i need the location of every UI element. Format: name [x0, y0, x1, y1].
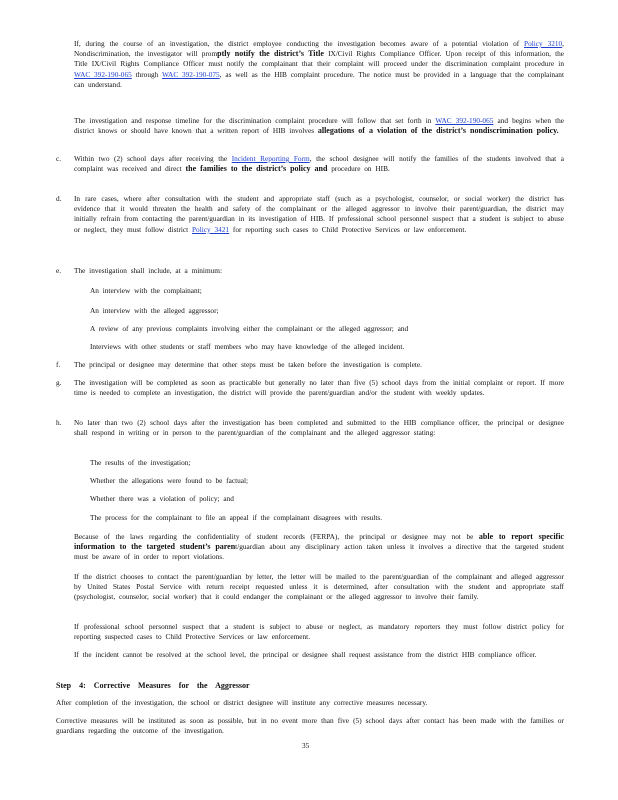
paragraph-title-ix-notification: [74, 39, 564, 90]
list-item: An interview with the alleged aggressor;: [90, 306, 219, 315]
text: Within two (2) school days after receiving the: [74, 154, 232, 163]
list-item: The process for the complainant to file an appeal if the complainant disagrees with results.: [90, 513, 383, 522]
text: through: [131, 69, 162, 79]
item-label-h: h.: [56, 418, 62, 427]
paragraph-ferpa: [74, 532, 564, 563]
text: The investigation and response timeline for the discrimination complaint procedure will follow that set forth in: [74, 116, 436, 125]
text: In rare cases, where after consultation with the student and appropriate staff (such as a psychologist, counselor, or social worker) the district has evidence that it would threaten the health and safety of the complainant or the alleged aggressor to involve their parent/guardian, the district may initially refrain from contacting the parent/guardian in its investigation of HIB. If professional school personnel suspect that a student is subject to abuse or neglect, they must follow district: [74, 194, 564, 234]
step-4-paragraph-1: After completion of the investigation, the school or district designee will institute any corrective measures necessary.: [56, 698, 428, 707]
item-label-f: f.: [56, 360, 61, 369]
bold-text: allegations of a violation of the district’s nondiscrimination policy.: [317, 126, 559, 136]
item-label-e: e.: [56, 266, 62, 275]
item-c: [74, 154, 564, 174]
item-e-intro: The investigation shall include, at a minimum:: [74, 266, 222, 275]
paragraph-unresolved: If the incident cannot be resolved at the school level, the principal or designee shall request assistance from the district HIB compliance officer.: [74, 650, 537, 659]
wac-065-link[interactable]: WAC 392-190-065: [435, 116, 494, 125]
text: procedure on HIB.: [327, 164, 390, 174]
text: , the school designee will notify the families of the students involved that a complaint was received and direct: [74, 154, 564, 174]
item-f: The principal or designee may determine that other steps must be taken before the investigation is complete.: [74, 360, 422, 369]
paragraph-letter: If the district chooses to contact the parent/guardian by letter, the letter will be mailed to the parent/guardian of the complainant and alleged aggressor by United States Postal Service with return receipt requested unless it is determined, after consultation with the student and appropriate staff (psychologist, counselor, social worker) that it could endanger the complainant or the alleged aggressor to involve their family.: [74, 572, 564, 602]
wac-065-link[interactable]: WAC 392-190-065: [74, 69, 132, 79]
list-item: Whether the allegations were found to be factual;: [90, 476, 249, 485]
text: Because of the laws regarding the confidentiality of student records (FERPA), the principal or designee may not be: [74, 532, 479, 541]
bold-text: ptly notify the district’s Title: [217, 49, 324, 59]
list-item: A review of any previous complaints involving either the complainant or the alleged aggressor; and: [90, 324, 409, 333]
item-g: The investigation will be completed as soon as practicable but generally no later than five (5) school days from the initial complaint or report. If more time is needed to complete an investigation, the district will provide the parent/guardian and/or the student with weekly updates.: [74, 378, 564, 398]
text: and begins when the district knows or should have known that a written report of HIB involves: [74, 116, 564, 136]
paragraph-response-timeline: [74, 116, 564, 136]
item-label-c: c.: [56, 154, 62, 163]
text: IX/Civil Rights Compliance Officer. Upon receipt of this information, the Title IX/Civil Rights Compliance Officer must notify the complainant that their complaint will proceed under the discrimination complaint procedure in: [74, 49, 564, 69]
list-item: Whether there was a violation of policy; and: [90, 494, 234, 503]
policy-3421-link[interactable]: Policy 3421: [192, 224, 230, 234]
incident-reporting-form-link[interactable]: Incident Reporting Form: [231, 154, 310, 163]
wac-075-link[interactable]: WAC 392-190-075: [161, 69, 220, 79]
item-label-g: g.: [56, 378, 62, 387]
text: If, during the course of an investigation, the district employee conducting the investigation becomes aware of a potential violation of: [74, 39, 525, 48]
step-4-heading: Step 4: Corrective Measures for the Aggressor: [56, 681, 250, 690]
text: , as well as the HIB complaint procedure. The notice must be provided in a language that the complainant can understand.: [74, 69, 564, 89]
list-item: The results of the investigation;: [90, 458, 191, 467]
paragraph-abuse-reporting: If professional school personnel suspect that a student is subject to abuse or neglect, as mandatory reporters they must follow district policy for reporting suspected cases to Child Protective Services or law enforcement.: [74, 622, 564, 642]
text: , Nondiscrimination, the investigator will prom: [74, 39, 564, 59]
item-label-d: d.: [56, 194, 62, 203]
text: for reporting such cases to Child Protective Services or law enforcement.: [229, 224, 467, 234]
bold-text: able to report specific information to the targeted student’s paren: [74, 532, 564, 552]
list-item: Interviews with other students or staff members who may have knowledge of the alleged incident.: [90, 342, 405, 351]
policy-3210-link[interactable]: Policy 3210: [524, 39, 563, 48]
item-h: No later than two (2) school days after the investigation has been completed and submitted to the HIB compliance officer, the principal or designee shall respond in writing or in person to the parent/guardian of the complainant and the alleged aggressor stating:: [74, 418, 564, 438]
step-4-paragraph-2: Corrective measures will be instituted as soon as possible, but in no event more than five (5) school days after contact has been made with the families or guardians regarding the outcome of the investigation.: [56, 716, 564, 736]
item-d: [74, 194, 564, 235]
bold-text: the families to the district’s policy and: [185, 164, 328, 174]
text: t/guardian about any disciplinary action taken unless it involves a directive that the targeted student must be aware of in order to report violations.: [74, 542, 564, 562]
list-item: An interview with the complainant;: [90, 286, 202, 295]
page-number: 35: [302, 741, 310, 750]
